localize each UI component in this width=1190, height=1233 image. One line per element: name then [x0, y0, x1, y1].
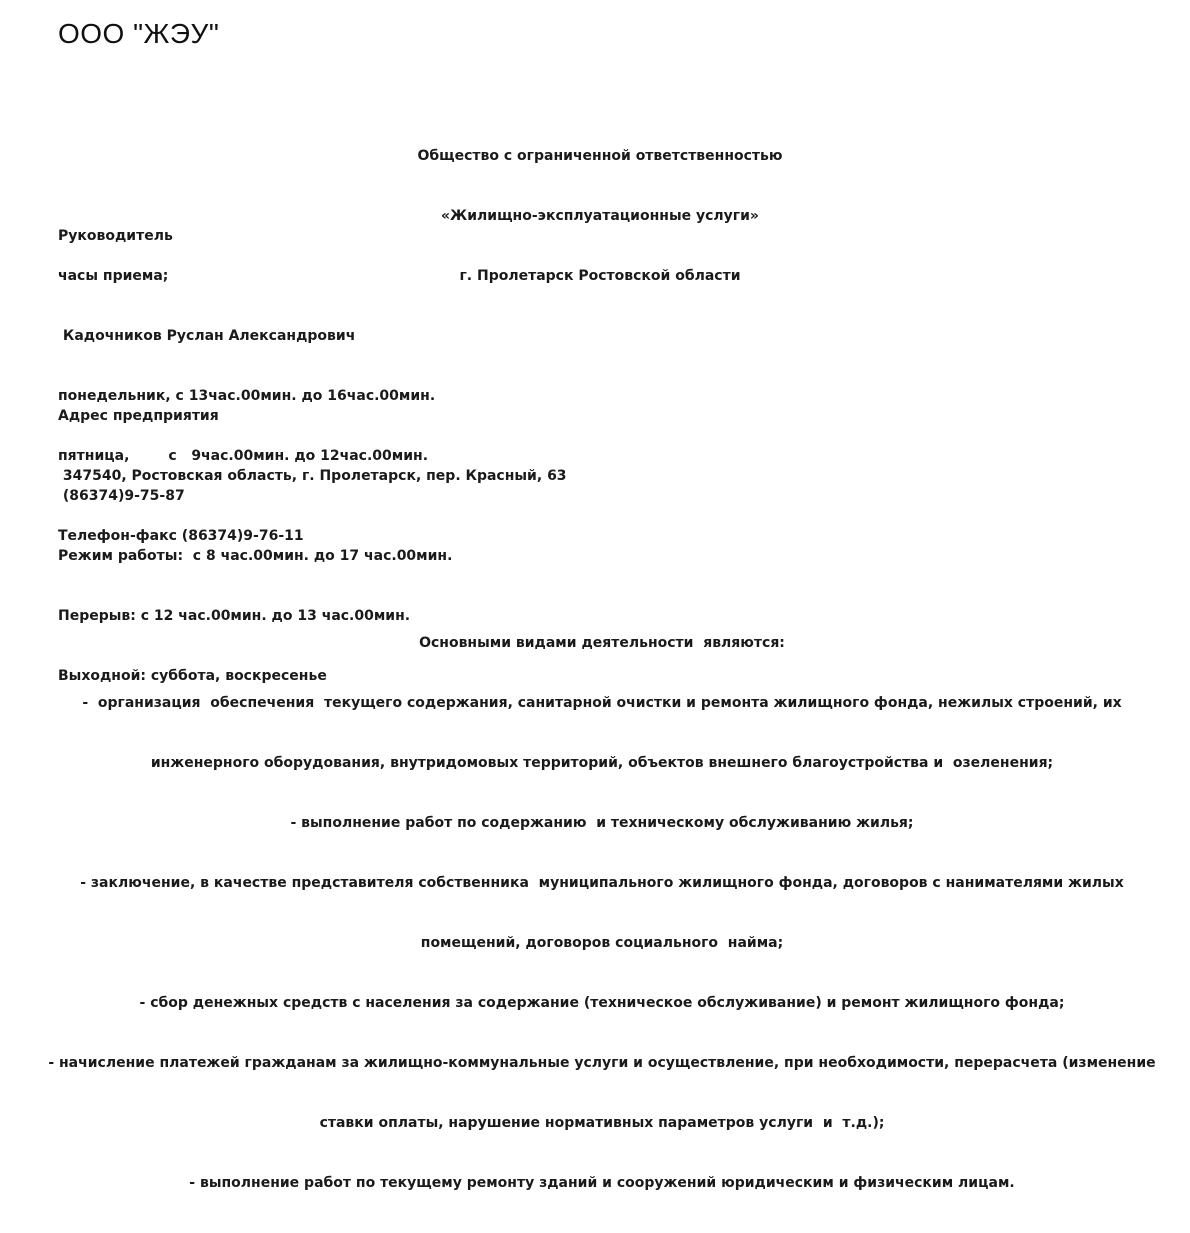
- activity-line: помещений, договоров социального найма;: [420, 935, 784, 951]
- address-label: Адрес предприятия: [58, 408, 219, 424]
- reception-friday: пятница, с 9час.00мин. до 12час.00мин.: [58, 448, 429, 464]
- activity-line: ставки оплаты, нарушение нормативных параметров услуги и т.д.);: [319, 1115, 885, 1131]
- activity-line: - сбор денежных средств с населения за содержание (техническое обслуживание) и ремонт жилищного фонда;: [139, 995, 1065, 1011]
- activity-line: - выполнение работ по текущему ремонту зданий и сооружений юридическим и физическим лицам.: [189, 1175, 1015, 1191]
- org-full-name: Общество с ограниченной ответственностью: [417, 148, 783, 164]
- activity-title: Основными видами деятельности являются:: [419, 635, 785, 651]
- break-time: Перерыв: с 12 час.00мин. до 13 час.00мин.: [58, 608, 411, 624]
- activity-line: - организация обеспечения текущего содержания, санитарной очистки и ремонта жилищного фонда, нежилых строений, их: [82, 695, 1122, 711]
- activity-line: - заключение, в качестве представителя собственника муниципального жилищного фонда, договоров с нанимателями жилых: [80, 875, 1124, 891]
- days-off: Выходной: суббота, воскресенье: [58, 668, 327, 684]
- org-short-name: «Жилищно-эксплуатационные услуги»: [441, 208, 759, 224]
- address-value: 347540, Ростовская область, г. Пролетарск, пер. Красный, 63: [58, 468, 567, 484]
- reception-label: часы приема;: [58, 268, 169, 284]
- head-name: Кадочников Руслан Александрович: [58, 328, 356, 344]
- work-mode: Режим работы: с 8 час.00мин. до 17 час.00мин.: [58, 548, 453, 564]
- head-label: Руководитель: [58, 228, 173, 244]
- phone-secondary: (86374)9-75-87: [58, 488, 185, 504]
- activity-line: - выполнение работ по содержанию и техническому обслуживанию жилья;: [290, 815, 914, 831]
- org-city: г. Пролетарск Ростовской области: [459, 268, 741, 284]
- activity-line: инженерного оборудования, внутридомовых территорий, объектов внешнего благоустройства и озеленения;: [150, 755, 1054, 771]
- reception-monday: понедельник, с 13час.00мин. до 16час.00мин.: [58, 388, 436, 404]
- activity-line: - начисление платежей гражданам за жилищно-коммунальные услуги и осуществление, при необходимости, перерасчета (изменение: [48, 1055, 1156, 1071]
- site-title: ООО "ЖЭУ": [58, 18, 220, 49]
- phone-fax: Телефон-факс (86374)9-76-11: [58, 528, 304, 544]
- activity-section: [40, 593, 1164, 1233]
